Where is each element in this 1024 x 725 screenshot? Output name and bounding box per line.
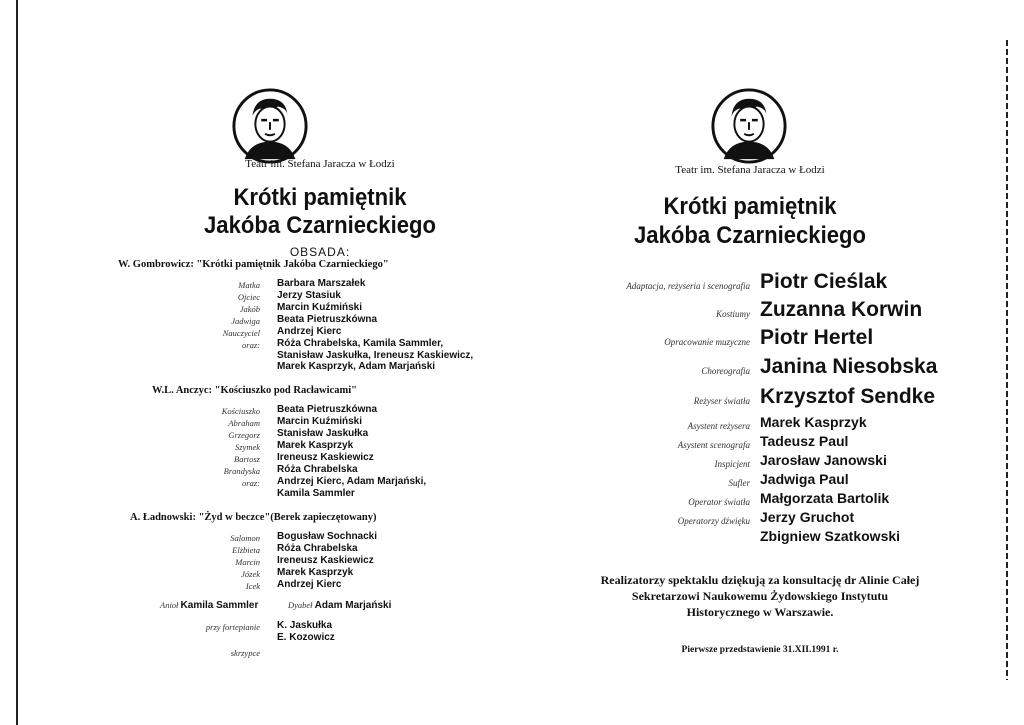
actor-name: Andrzej Kierc xyxy=(277,326,342,337)
devil-line xyxy=(288,600,391,611)
role-label: przy fortepianie xyxy=(205,622,260,632)
role-label: Brandyska xyxy=(223,466,260,476)
staff-function: Operator światła xyxy=(688,497,750,507)
actor-name: Andrzej Kierc, Adam Marjański, Kamila Sammler xyxy=(277,476,427,499)
actor-name: Marcin Kuźmiński xyxy=(277,416,363,427)
actor-name: E. Kozowicz xyxy=(277,632,335,643)
credits-panel xyxy=(560,0,960,725)
actor-name: K. Jaskułka xyxy=(277,620,333,631)
cast-panel xyxy=(100,0,540,725)
credit-name: Krzysztof Sendke xyxy=(760,385,936,408)
thanks-line2: Sekretarzowi Naukowemu Żydowskiego Instytutu xyxy=(631,589,889,603)
credit-name: Janina Niesobska xyxy=(760,355,938,378)
actor-name: Andrzej Kierc xyxy=(277,579,342,590)
page-fold-line xyxy=(16,0,18,725)
role-label: Nauczyciel xyxy=(222,328,260,338)
actor-name: Stanisław Jaskułka xyxy=(277,428,369,439)
thanks-line3: Historycznego w Warszawie. xyxy=(686,605,834,619)
actor-name: Róża Chrabelska xyxy=(277,543,358,554)
actor-name: Kamila Sammler xyxy=(180,600,259,611)
staff-function: Asystent scenografa xyxy=(677,440,750,450)
play2-heading: W.L. Anczyc: "Kościuszko pod Racławicami" xyxy=(152,385,357,396)
thanks-line1: Realizatorzy spektaklu dziękują za konsultację dr Alinie Całej xyxy=(600,573,920,587)
actor-name: Marek Kasprzyk xyxy=(277,440,354,451)
actor-name: Bogusław Sochnacki xyxy=(277,531,378,542)
role-label: Anioł xyxy=(160,600,179,610)
actor-name: Ireneusz Kaskiewicz xyxy=(277,555,374,566)
theater-name: Teatr im. Stefana Jaracza w Łodzi xyxy=(675,164,825,176)
role-label: Icek xyxy=(245,581,260,591)
role-label: oraz: xyxy=(242,340,260,350)
role-label: skrzypce xyxy=(230,648,260,658)
role-label: Salomon xyxy=(230,533,260,543)
credit-name: Piotr Cieślak xyxy=(760,270,888,293)
actor-name: Marcin Kuźmiński xyxy=(277,302,363,313)
credit-name: Piotr Hertel xyxy=(760,326,874,349)
title-line1: Krótki pamiętnik xyxy=(663,193,837,220)
play1-heading: W. Gombrowicz: "Krótki pamiętnik Jakóba Czarnieckiego" xyxy=(118,259,389,270)
role-label: Jadwiga xyxy=(231,316,260,326)
play3-heading: A. Ładnowski: "Żyd w beczce"(Berek zapieczętowany) xyxy=(130,512,377,523)
staff-name: Tadeusz Paul xyxy=(760,433,849,449)
actor-name: Beata Pietruszkówna xyxy=(277,314,378,325)
angel-line xyxy=(160,600,258,611)
theater-name: Teatr im. Stefana Jaracza w Łodzi xyxy=(245,158,395,170)
cast-heading: OBSADA: xyxy=(289,245,351,259)
staff-function: Sufler xyxy=(728,478,750,488)
credit-function: Opracowanie muzyczne xyxy=(664,337,750,347)
actor-name: Róża Chrabelska xyxy=(277,464,358,475)
credit-function: Choreografia xyxy=(701,366,750,376)
actor-name: Adam Marjański xyxy=(314,600,392,611)
staff-name: Marek Kasprzyk xyxy=(760,414,867,430)
role-label: Matka xyxy=(238,280,260,290)
role-label: Kościuszko xyxy=(221,406,260,416)
actor-name: Róża Chrabelska, Kamila Sammler, Stanisław Jaskułka, Ireneusz Kaskiewicz, Marek Kasprzyk, Adam Marjański xyxy=(277,338,474,372)
page-edge-line xyxy=(1006,40,1008,680)
jaracz-portrait-icon xyxy=(710,87,788,165)
role-label: Józek xyxy=(241,569,260,579)
role-label: Elżbieta xyxy=(232,545,260,555)
role-label: Grzegorz xyxy=(228,430,260,440)
role-label: Bartosz xyxy=(234,454,260,464)
credit-function: Reżyser światła xyxy=(693,396,750,406)
staff-function: Asystent reżysera xyxy=(687,421,750,431)
jaracz-portrait-icon xyxy=(231,87,309,165)
premiere-date: Pierwsze przedstawienie 31.XII.1991 r. xyxy=(681,645,839,655)
actor-name: Barbara Marszałek xyxy=(277,278,366,289)
role-label: Marcin xyxy=(235,557,260,567)
title-line1: Krótki pamiętnik xyxy=(233,184,407,211)
staff-name: Jerzy Gruchot xyxy=(760,509,855,525)
staff-name: Małgorzata Bartolik xyxy=(760,490,890,506)
role-label: Abraham xyxy=(228,418,260,428)
role-label: Szymek xyxy=(234,442,260,452)
staff-name: Zbigniew Szatkowski xyxy=(760,528,901,544)
role-label: Ojciec xyxy=(237,292,260,302)
actor-name: Jerzy Stasiuk xyxy=(277,290,341,301)
staff-function: Inspicjent xyxy=(714,459,750,469)
role-label: oraz: xyxy=(242,478,260,488)
title-line2: Jakóba Czarnieckiego xyxy=(634,222,866,249)
credit-function: Adaptacja, reżyseria i scenografia xyxy=(626,281,750,291)
role-label: Dyabeł xyxy=(288,600,313,610)
role-label: Jakób xyxy=(239,304,260,314)
actor-name: Beata Pietruszkówna xyxy=(277,404,378,415)
credit-name: Zuzanna Korwin xyxy=(760,298,923,321)
credit-function: Kostiumy xyxy=(715,309,750,319)
staff-name: Jadwiga Paul xyxy=(760,471,849,487)
actor-name: Marek Kasprzyk xyxy=(277,567,354,578)
title-line2: Jakóba Czarnieckiego xyxy=(204,212,436,239)
actor-name: Ireneusz Kaskiewicz xyxy=(277,452,374,463)
staff-name: Jarosław Janowski xyxy=(760,452,887,468)
staff-function: Operatorzy dźwięku xyxy=(677,516,750,526)
